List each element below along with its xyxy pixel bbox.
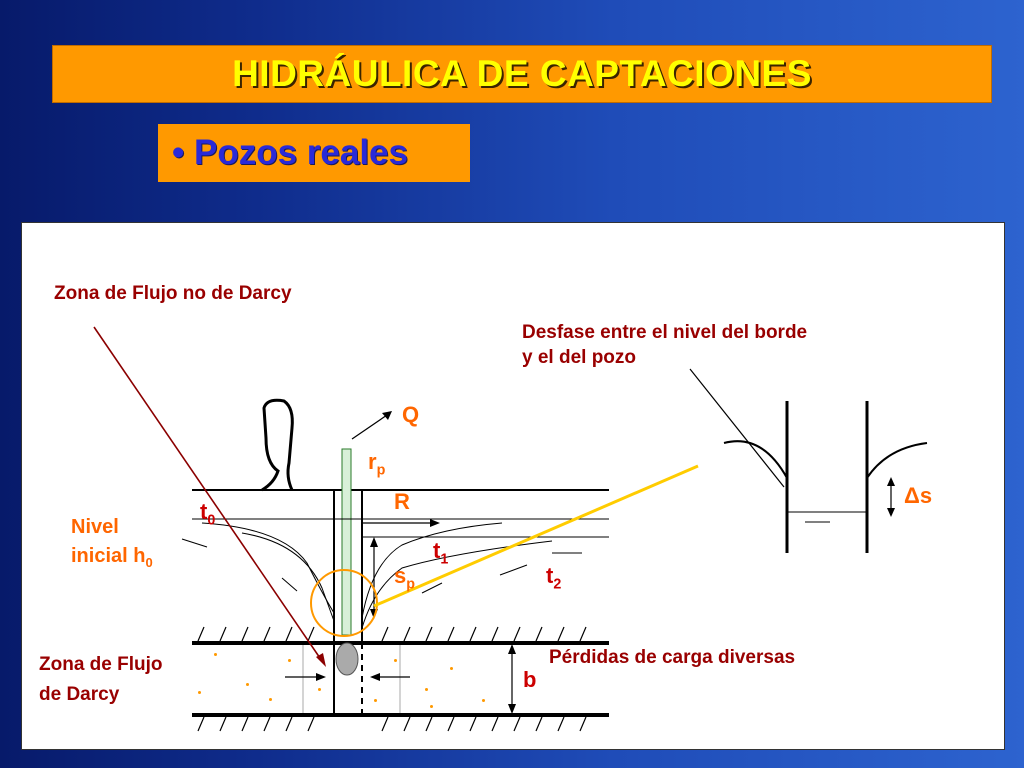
t2-label-sub: 2 [553,576,562,593]
operator-figure [262,400,292,490]
nivel-label-main: inicial h [71,545,146,567]
perdidas-label: Pérdidas de carga diversas [549,647,796,668]
inset-curve-left [724,441,787,478]
t1-label [433,538,448,567]
t2-label-main: t [546,563,554,588]
nivel-label-line2 [71,545,153,570]
zona-darcy-label-line2: de Darcy [39,684,120,705]
cone-curve-t0-left [202,523,334,613]
aquifer-top-hatch [198,627,586,641]
t0-label-sub: 0 [207,512,216,529]
desfase-pointer-line [374,466,698,606]
rp-label-sub: p [376,462,386,479]
q-label: Q [402,402,420,427]
sp-label [394,563,415,592]
sand-dot [269,698,272,701]
sand-dot [425,688,428,691]
q-arrow [352,413,390,439]
slide-subtitle: • Pozos reales [172,133,408,172]
sand-dot [394,659,397,662]
cone-dash-1 [282,578,297,591]
title-bar [52,45,992,103]
sand-dot [198,691,201,694]
subtitle-box [158,124,470,182]
sp-label-main: s [394,563,407,588]
sp-label-sub: p [406,576,415,593]
sand-dot [246,683,249,686]
desfase-label-line1: Desfase entre el nivel del borde [522,322,808,343]
sand-dot [318,688,321,691]
aquifer-bottom-hatch [198,717,586,731]
cone-dash-5 [182,539,207,547]
delta-s-label: Δs [904,483,933,508]
rp-label [368,449,385,478]
desfase-label-line2: y el del pozo [522,347,637,368]
zona-no-darcy-label: Zona de Flujo no de Darcy [54,283,292,304]
b-label: b [523,667,537,692]
sand-dot [214,653,217,656]
sand-dot [482,699,485,702]
t1-label-sub: 1 [440,551,449,568]
sand-dot [430,705,433,708]
slide-title: HIDRÁULICA DE CAPTACIONES [232,53,812,94]
t0-label-main: t [200,499,208,524]
pump-pipe [342,449,351,635]
inset-pointer-line [690,369,784,487]
nivel-label-line1: Nivel [71,516,119,538]
nivel-label-sub: 0 [145,555,153,570]
zona-darcy-label-line1: Zona de Flujo [39,654,163,675]
pump-body [336,643,358,675]
no-darcy-pointer-line [94,327,322,661]
inset-curve-right [867,443,927,478]
cone-dash-3 [500,565,527,575]
sand-dot [288,659,291,662]
sand-dot [374,699,377,702]
sand-dot [450,667,453,670]
t2-label [546,563,561,592]
diagram-panel [21,222,1005,750]
r-label: R [394,489,410,514]
t1-label-main: t [433,538,441,563]
cone-curve-t1-left [242,533,334,621]
t0-label [200,499,215,528]
rp-label-main: r [368,449,377,474]
